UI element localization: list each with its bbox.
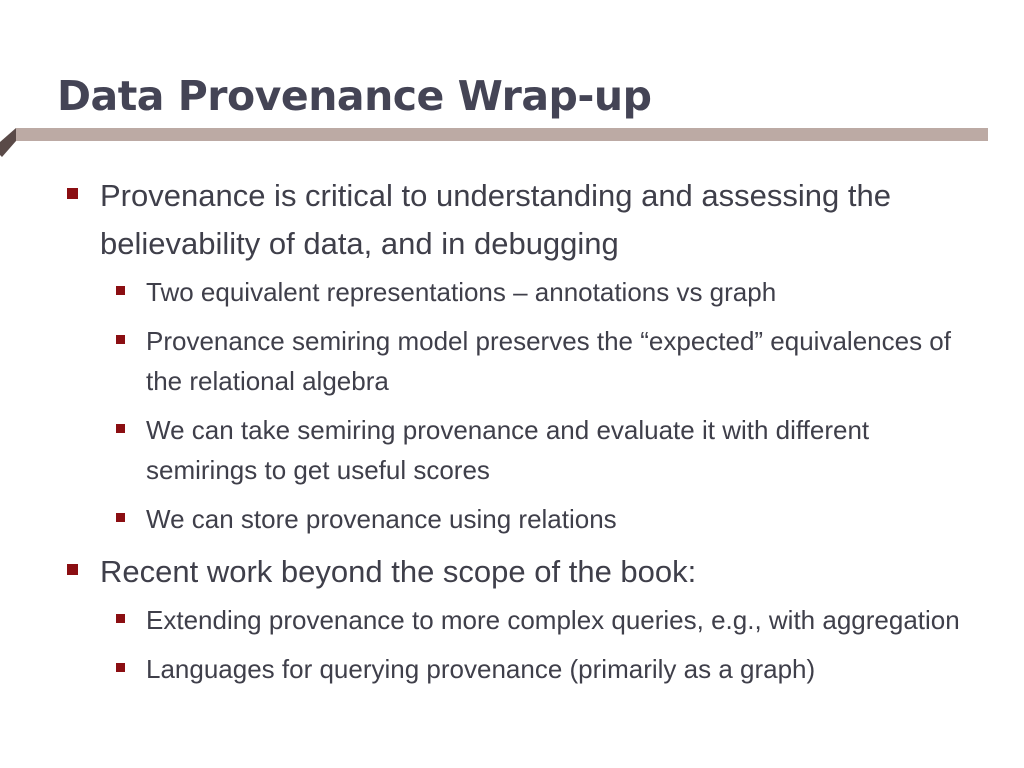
sub-bullet-item (146, 499, 976, 539)
bullet-item (100, 548, 980, 596)
bullet-list (0, 172, 1024, 698)
divider-corner-accent (0, 128, 16, 158)
square-bullet-icon (116, 663, 125, 672)
square-bullet-icon (116, 335, 125, 344)
slide-title: Data Provenance Wrap-up (57, 72, 652, 120)
square-bullet-icon (67, 188, 78, 199)
sub-bullet-text: Languages for querying provenance (primarily as a graph) (146, 654, 816, 684)
title-divider (16, 128, 988, 141)
sub-bullet-item (146, 410, 976, 490)
sub-bullet-text: We can take semiring provenance and evaluate it with different semirings to get useful scores (146, 415, 870, 485)
sub-bullet-item (146, 272, 976, 312)
bullet-text: Provenance is critical to understanding and assessing the believability of data, and in debugging (100, 178, 891, 261)
sub-bullet-item (146, 649, 976, 689)
sub-bullet-text: Extending provenance to more complex queries, e.g., with aggregation (146, 605, 960, 635)
sub-bullet-item (146, 600, 976, 640)
square-bullet-icon (67, 564, 78, 575)
sub-bullet-text: We can store provenance using relations (146, 504, 617, 534)
sub-bullet-text: Provenance semiring model preserves the “expected” equivalences of the relational algebra (146, 326, 951, 396)
bullet-item (100, 172, 980, 268)
sub-bullet-text: Two equivalent representations – annotations vs graph (146, 277, 777, 307)
square-bullet-icon (116, 286, 125, 295)
sub-bullet-item (146, 321, 976, 401)
square-bullet-icon (116, 424, 125, 433)
bullet-text: Recent work beyond the scope of the book: (100, 554, 697, 589)
square-bullet-icon (116, 614, 125, 623)
square-bullet-icon (116, 513, 125, 522)
